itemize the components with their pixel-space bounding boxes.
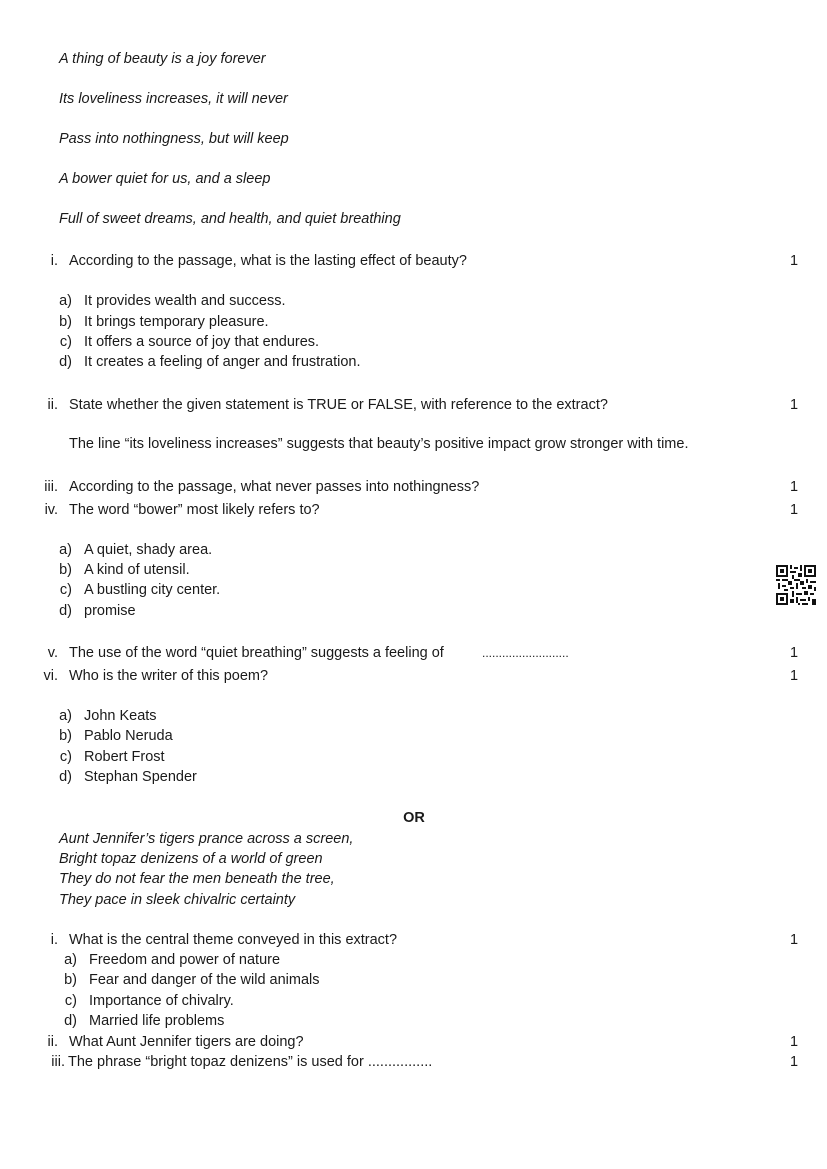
option-label: d) [59, 769, 72, 785]
option-text: It brings temporary pleasure. [84, 314, 269, 330]
option-label: c) [59, 334, 72, 350]
poem-line: They do not fear the men beneath the tree, [59, 871, 335, 887]
option-label: a) [59, 542, 72, 558]
question-text: The use of the word “quiet breathing” suggests a feeling of [69, 645, 444, 661]
question-marks: 1 [789, 479, 799, 495]
option-text: It provides wealth and success. [84, 293, 286, 309]
true-false-statement: The line “its loveliness increases” suggests that beauty’s positive impact grow stronger with time. [69, 436, 689, 452]
poem-line: Bright topaz denizens of a world of green [59, 851, 323, 867]
poem-line: A bower quiet for us, and a sleep [59, 171, 271, 187]
question-number: i. [50, 253, 58, 269]
question-marks: 1 [789, 253, 799, 269]
option-text: Married life problems [89, 1013, 225, 1029]
poem-line: Aunt Jennifer’s tigers prance across a screen, [59, 831, 354, 847]
question-text: What Aunt Jennifer tigers are doing? [69, 1034, 304, 1050]
option-text: A quiet, shady area. [84, 542, 213, 558]
poem-line: A thing of beauty is a joy forever [59, 51, 266, 67]
question-text: According to the passage, what never passes into nothingness? [69, 479, 480, 495]
poem-line: Pass into nothingness, but will keep [59, 131, 289, 147]
question-text: What is the central theme conveyed in this extract? [69, 932, 398, 948]
qr-code-icon [776, 565, 816, 605]
question-marks: 1 [789, 1054, 799, 1070]
question-marks: 1 [789, 1034, 799, 1050]
question-number: iii. [44, 479, 58, 495]
question-number: iv. [44, 502, 58, 518]
question-number: ii. [47, 1034, 58, 1050]
question-marks: 1 [789, 397, 799, 413]
or-divider: OR [403, 810, 425, 826]
option-text: Robert Frost [84, 749, 165, 765]
option-text: Fear and danger of the wild animals [89, 972, 320, 988]
option-label: c) [59, 749, 72, 765]
poem-line: Full of sweet dreams, and health, and quiet breathing [59, 211, 401, 227]
question-text: Who is the writer of this poem? [69, 668, 269, 684]
option-label: b) [59, 314, 72, 330]
question-text: The phrase “bright topaz denizens” is used for ................ [68, 1054, 433, 1070]
poem-line: Its loveliness increases, it will never [59, 91, 288, 107]
question-marks: 1 [789, 668, 799, 684]
option-label: d) [59, 354, 72, 370]
option-label: b) [59, 728, 72, 744]
option-text: Stephan Spender [84, 769, 197, 785]
question-marks: 1 [789, 645, 799, 661]
option-label: a) [59, 293, 72, 309]
option-label: c) [64, 993, 77, 1009]
option-text: Pablo Neruda [84, 728, 173, 744]
question-text: State whether the given statement is TRUE or FALSE, with reference to the extract? [69, 397, 608, 413]
option-label: d) [64, 1013, 77, 1029]
question-number: ii. [47, 397, 58, 413]
answer-blank: .......................... [482, 646, 569, 660]
question-number: iii. [51, 1054, 65, 1070]
question-marks: 1 [789, 932, 799, 948]
option-text: A bustling city center. [84, 582, 221, 598]
question-text: The word “bower” most likely refers to? [69, 502, 320, 518]
poem-line: They pace in sleek chivalric certainty [59, 892, 296, 908]
option-label: a) [59, 708, 72, 724]
option-text: promise [84, 603, 136, 619]
option-label: b) [59, 562, 72, 578]
option-text: Importance of chivalry. [89, 993, 234, 1009]
question-number: v. [47, 645, 58, 661]
option-label: c) [59, 582, 72, 598]
option-label: d) [59, 603, 72, 619]
option-label: b) [64, 972, 77, 988]
option-text: Freedom and power of nature [89, 952, 281, 968]
option-text: It offers a source of joy that endures. [84, 334, 320, 350]
option-text: A kind of utensil. [84, 562, 190, 578]
option-label: a) [64, 952, 77, 968]
option-text: John Keats [84, 708, 157, 724]
option-text: It creates a feeling of anger and frustration. [84, 354, 361, 370]
question-number: vi. [43, 668, 58, 684]
question-number: i. [50, 932, 58, 948]
question-text: According to the passage, what is the lasting effect of beauty? [69, 253, 467, 269]
question-marks: 1 [789, 502, 799, 518]
